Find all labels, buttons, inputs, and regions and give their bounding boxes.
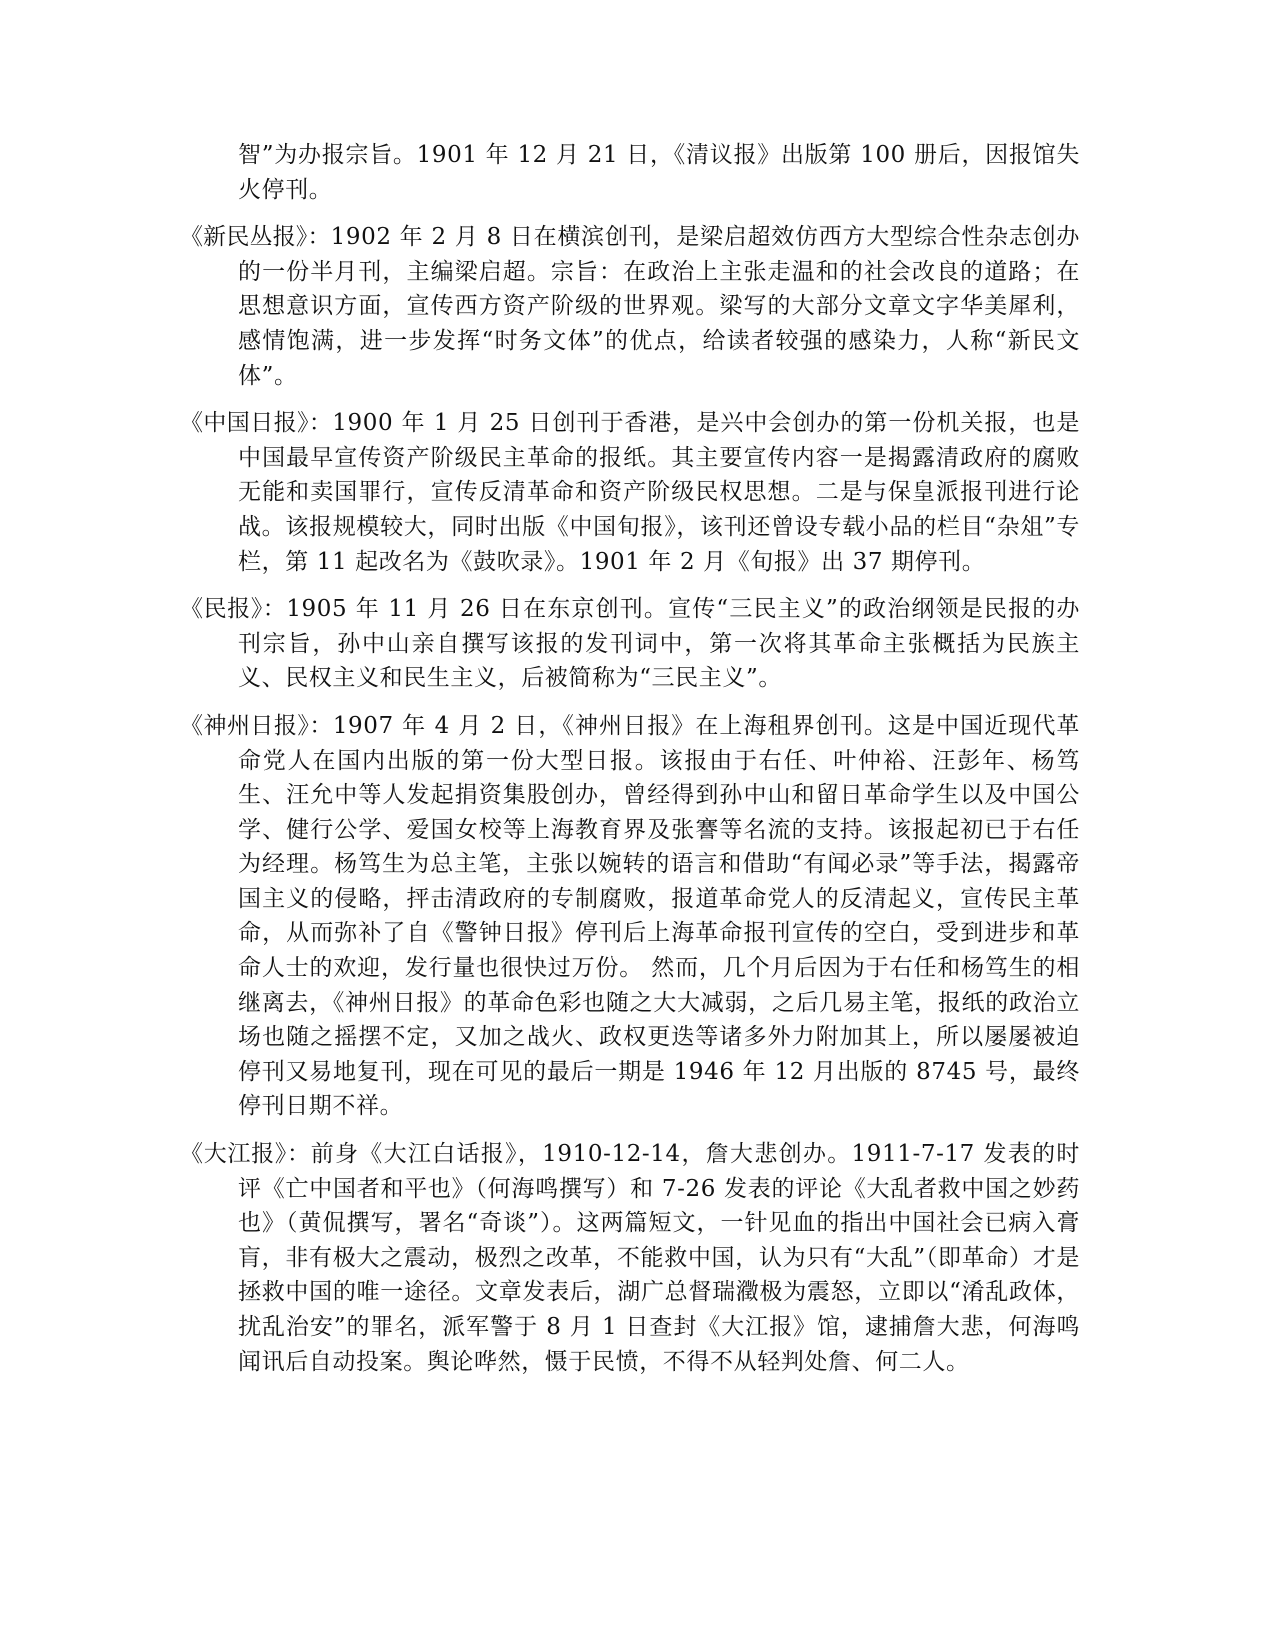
paragraph-text: 智”为办报宗旨。1901 年 12 月 21 日，《清议报》出版第 100 册后，因报馆失火停刊。	[238, 142, 1080, 203]
paragraph-term: 《大江报》：	[180, 1141, 311, 1168]
paragraph-text: 1900 年 1 月 25 日创刊于香港，是兴中会创办的第一份机关报，也是中国最早宣传资产阶级民主革命的报纸。其主要宣传内容一是揭露清政府的腐败无能和卖国罪行，宣传反清革命和资产阶级民权思想。二是与保皇派报刊进行论战。该报规模较大，同时出版《中国旬报》，该刊还曾设专载小品的栏目“杂俎”专栏，第 11 起改名为《鼓吹录》。1901 年 2 月《旬报》出 37 期停刊。	[238, 410, 1080, 575]
paragraph-zhongguo-ribao	[180, 406, 1080, 579]
paragraph-term: 《神州日报》：	[180, 712, 333, 739]
paragraph-shenzhou-ribao	[180, 709, 1080, 1124]
paragraph-term: 《中国日报》：	[180, 410, 333, 437]
paragraph-term: 《民报》：	[180, 596, 287, 623]
paragraph-continuation	[180, 138, 1080, 207]
paragraph-text: 1905 年 11 月 26 日在东京创刊。宣传“三民主义”的政治纲领是民报的办刊宗旨，孙中山亲自撰写该报的发刊词中，第一次将其革命主张概括为民族主义、民权主义和民生主义，后被简称为“三民主义”。	[238, 596, 1080, 692]
paragraph-xinmin-congbao	[180, 220, 1080, 393]
document-page	[180, 138, 1080, 1392]
paragraph-minbao	[180, 592, 1080, 696]
paragraph-text: 1907 年 4 月 2 日，《神州日报》在上海租界创刊。这是中国近现代革命党人在国内出版的第一份大型日报。该报由于右任、叶仲裕、汪彭年、杨笃生、汪允中等人发起捐资集股创办，曾经得到孙中山和留日革命学生以及中国公学、健行公学、爱国女校等上海教育界及张謇等名流的支持。该报起初已于右任为经理。杨笃生为总主笔，主张以婉转的语言和借助“有闻必录”等手法，揭露帝国主义的侵略，抨击清政府的专制腐败，报道革命党人的反清起义，宣传民主革命，从而弥补了自《警钟日报》停刊后上海革命报刊宣传的空白，受到进步和革命人士的欢迎，发行量也很快过万份。 然而，几个月后因为于右任和杨笃生的相继离去，《神州日报》的革命色彩也随之大大减弱，之后几易主笔，报纸的政治立场也随之摇摆不定，又加之战火、政权更迭等诸多外力附加其上，所以屡屡被迫停刊又易地复刊，现在可见的最后一期是 1946 年 12 月出版的 8745 号，最终停刊日期不祥。	[238, 712, 1081, 1120]
paragraph-text: 1902 年 2 月 8 日在横滨创刊，是梁启超效仿西方大型综合性杂志创办的一份半月刊，主编梁启超。宗旨：在政治上主张走温和的社会改良的道路；在思想意识方面，宣传西方资产阶级的世界观。梁写的大部分文章文字华美犀利，感情饱满，进一步发挥“时务文体”的优点，给读者较强的感染力，人称“新民文体”。	[238, 224, 1080, 389]
paragraph-dajiang-bao	[180, 1137, 1080, 1379]
paragraph-text: 前身《大江白话报》，1910-12-14，詹大悲创办。1911-7-17 发表的时评《亡中国者和平也》（何海鸣撰写）和 7-26 发表的评论《大乱者救中国之妙药也》（黄侃撰写，署名“奇谈”）。这两篇短文，一针见血的指出中国社会已病入膏肓，非有极大之震动，极烈之改革，不能救中国，认为只有“大乱”（即革命）才是拯救中国的唯一途径。文章发表后，湖广总督瑞瀓极为震怒，立即以“淆乱政体，扰乱治安”的罪名，派军警于 8 月 1 日查封《大江报》馆，逮捕詹大悲，何海鸣闻讯后自动投案。舆论哗然，慑于民愤，不得不从轻判处詹、何二人。	[238, 1141, 1081, 1375]
paragraph-term: 《新民丛报》：	[180, 224, 331, 251]
